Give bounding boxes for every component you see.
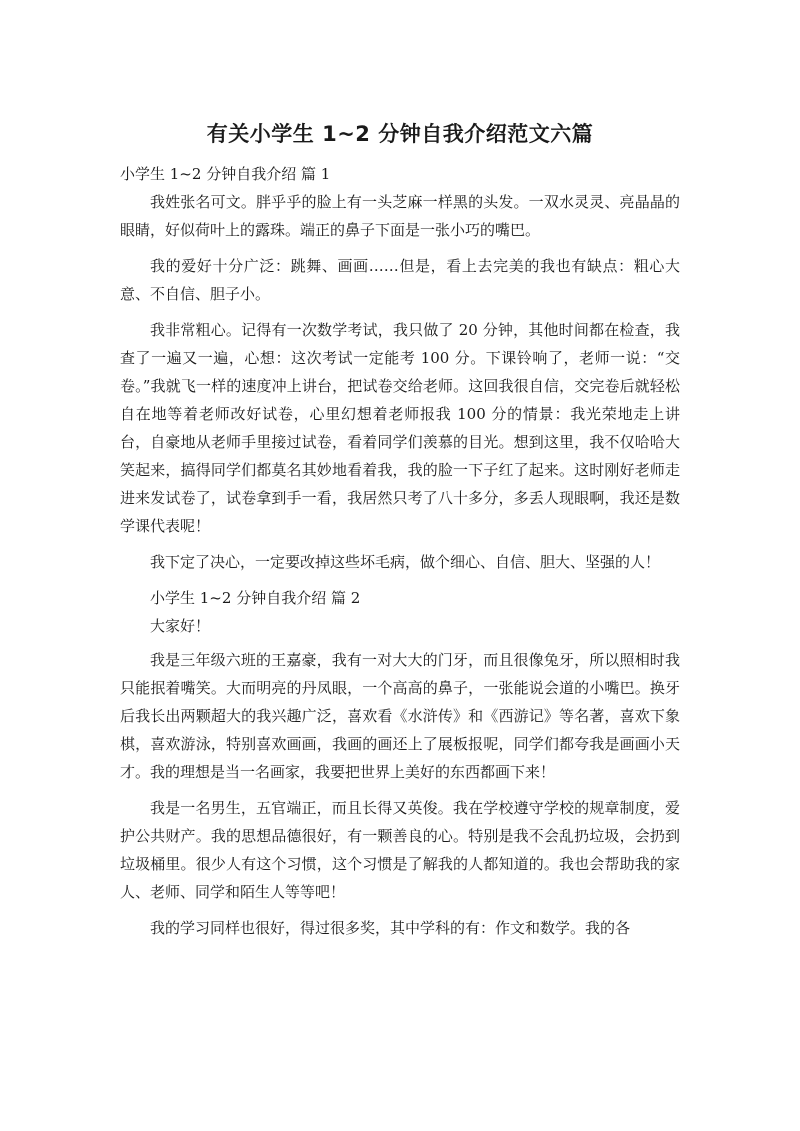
paragraph: 我的爱好十分广泛：跳舞、画画……但是，看上去完美的我也有缺点：粗心大意、不自信、胆子小。 [120, 257, 680, 303]
document-title: 有关小学生 1~2 分钟自我介绍范文六篇 [206, 122, 594, 146]
paragraph: 我姓张名可文。胖乎乎的脸上有一头芝麻一样黑的头发。一双水灵灵、亮晶晶的眼睛，好似荷叶上的露珠。端正的鼻子下面是一张小巧的嘴巴。 [120, 193, 680, 239]
section-heading: 小学生 1~2 分钟自我介绍 篇 1 [120, 165, 331, 183]
document-page [120, 118, 680, 950]
paragraph: 我是三年级六班的王嘉豪，我有一对大大的门牙，而且很像兔牙，所以照相时我只能抿着嘴笑。大而明亮的丹凤眼，一个高高的鼻子，一张能说会道的小嘴巴。换牙后我长出两颗超大的我兴趣广泛，喜欢看《水浒传》和《西游记》等名著，喜欢下象棋，喜欢游泳，特别喜欢画画，我画的画还上了展板报呢，同学们都夸我是画画小天才。我的理想是当一名画家，我要把世界上美好的东西都画下来！ [120, 651, 680, 781]
section-heading: 小学生 1~2 分钟自我介绍 篇 2 [150, 589, 361, 607]
paragraph: 我非常粗心。记得有一次数学考试，我只做了 20 分钟，其他时间都在检查，我查了一遍又一遍，心想：这次考试一定能考 100 分。下课铃响了，老师一说：“交卷。”我就飞一样的速度冲上讲台，把试卷交给老师。这回我很自信，交完卷后就轻松自在地等着老师改好试卷，心里幻想着老师报我 100 分的情景：我光荣地走上讲台，自豪地从老师手里接过试卷，看着同学们羡慕的目光。想到这里，我不仅哈哈大笑起来，搞得同学们都莫名其妙地看着我，我的脸一下子红了起来。这时刚好老师走进来发试卷了，试卷拿到手一看，我居然只考了八十多分，多丢人现眼啊，我还是数学课代表呢！ [120, 321, 680, 535]
greeting: 大家好！ [150, 617, 211, 635]
paragraph: 我下定了决心，一定要改掉这些坏毛病，做个细心、自信、胆大、坚强的人！ [150, 553, 661, 571]
section-2 [120, 584, 680, 942]
section-1 [120, 160, 680, 576]
paragraph: 我的学习同样也很好，得过很多奖，其中学科的有：作文和数学。我的各 [150, 919, 631, 937]
paragraph: 我是一名男生，五官端正，而且长得又英俊。我在学校遵守学校的规章制度，爱护公共财产。我的思想品德很好，有一颗善良的心。特别是我不会乱扔垃圾，会扔到垃圾桶里。很少人有这个习惯，这个习惯是了解我的人都知道的。我也会帮助我的家人、老师、同学和陌生人等等吧！ [120, 799, 680, 901]
